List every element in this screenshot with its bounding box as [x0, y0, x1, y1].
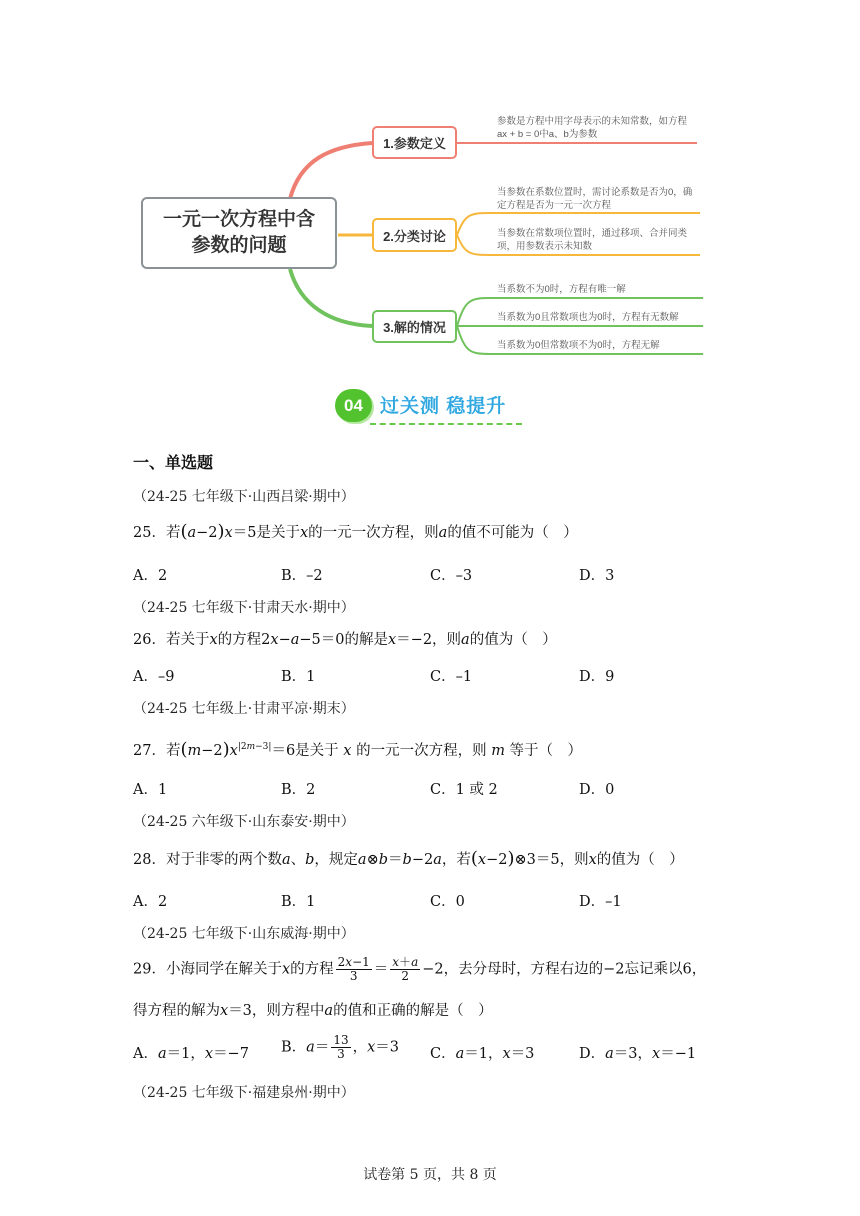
option-c[interactable]: C．–1: [430, 669, 473, 685]
section-tag-underline: [370, 423, 522, 425]
question-number: 25．: [133, 525, 166, 541]
mindmap-branch-classification: 2.分类讨论: [372, 218, 457, 252]
option-a[interactable]: A．1: [133, 782, 168, 798]
question-stem-29-line2: 得方程的解为x＝3，则方程中a的值和正确的解是（ ）: [133, 1003, 493, 1019]
mindmap-branch-definition: 1.参数定义: [372, 126, 457, 159]
option-b[interactable]: B．1: [281, 894, 316, 910]
option-d[interactable]: D．–1: [579, 894, 622, 910]
question-source: （24-25 七年级下·山东威海·期中）: [133, 926, 355, 942]
option-b[interactable]: B．1: [281, 669, 316, 685]
question-stem-29-line1: 29．小海同学在解关于x的方程 $\frac{2x-1}{3}$ ＝ $\frac{x+a}{2}$ −2，去分母时，方程右边的−2忘记乘以6，: [133, 955, 707, 983]
mindmap-note: 当系数为0但常数项不为0时，方程无解: [497, 340, 660, 351]
mindmap-branch-solutions: 3.解的情况: [372, 310, 457, 343]
option-a[interactable]: A．2: [133, 894, 168, 910]
mindmap-note: 当参数在系数位置时，需讨论系数是否为0，确 定方程是否为一元一次方程: [497, 187, 693, 211]
question-stem-25: 25．若(a−2)x＝5是关于x的一元一次方程，则a的值不可能为（ ）: [133, 521, 578, 542]
question-number: 27．: [133, 742, 166, 759]
mindmap-central-topic: [141, 197, 337, 269]
option-a[interactable]: A．2: [133, 568, 168, 584]
option-a[interactable]: A．–9: [133, 669, 175, 685]
question-stem-27: 27．若$(m-2)x^{|2m-3|}=6$是关于 x 的一元一次方程，则 m 等于（ ）: [133, 738, 583, 760]
question-number: 28．: [133, 852, 166, 868]
question-source: （24-25 六年级下·山东泰安·期中）: [133, 814, 355, 830]
mindmap-note: 当系数不为0时，方程有唯一解: [497, 284, 626, 295]
mindmap-note: 当系数为0且常数项也为0时，方程有无数解: [497, 312, 679, 323]
option-c[interactable]: C．a＝1，x＝3: [430, 1046, 535, 1062]
option-d[interactable]: D．0: [579, 782, 615, 798]
option-d[interactable]: D．3: [579, 568, 615, 584]
option-c[interactable]: C．0: [430, 894, 465, 910]
question-source: （24-25 七年级下·甘肃天水·期中）: [133, 600, 355, 616]
question-stem-28: 28．对于非零的两个数a、b，规定a⊗b＝b−2a，若(x−2)⊗3＝5，则x的值为（ ）: [133, 848, 684, 869]
option-c[interactable]: C．1 或 2: [430, 782, 498, 798]
question-number: 29．: [133, 961, 166, 978]
option-a[interactable]: A．a＝1，x＝−7: [133, 1046, 249, 1062]
option-b[interactable]: B．a＝ $\frac{13}{3}$ ，x＝3: [281, 1033, 400, 1061]
option-c[interactable]: C．–3: [430, 568, 473, 584]
central-topic-line1: 一元一次方程中含: [162, 209, 315, 230]
option-b[interactable]: B．2: [281, 782, 316, 798]
question-source: （24-25 七年级下·山西吕梁·期中）: [133, 489, 355, 505]
mindmap-note: 参数是方程中用字母表示的未知常数，如方程 ax + b = 0中a、b为参数: [497, 116, 688, 140]
page-footer: 试卷第 5 页，共 8 页: [363, 1167, 497, 1183]
section-number-badge: 04: [335, 389, 372, 422]
option-d[interactable]: D．9: [579, 669, 615, 685]
option-d[interactable]: D．a＝3，x＝−1: [579, 1046, 697, 1062]
mindmap-note: 当参数在常数项位置时，通过移项、合并同类 项，用参数表示未知数: [497, 228, 688, 252]
question-source: （24-25 七年级下·福建泉州·期中）: [133, 1085, 355, 1101]
section-title: 一、单选题: [133, 453, 214, 472]
question-source: （24-25 七年级上·甘肃平凉·期末）: [133, 701, 355, 717]
section-tag-title: 过关测 稳提升: [380, 396, 507, 417]
central-topic-line2: 参数的问题: [191, 235, 287, 256]
option-b[interactable]: B．–2: [281, 568, 323, 584]
question-number: 26．: [133, 632, 166, 648]
question-stem-26: 26．若关于x的方程2x−a−5＝0的解是x＝−2，则a的值为（ ）: [133, 632, 557, 648]
